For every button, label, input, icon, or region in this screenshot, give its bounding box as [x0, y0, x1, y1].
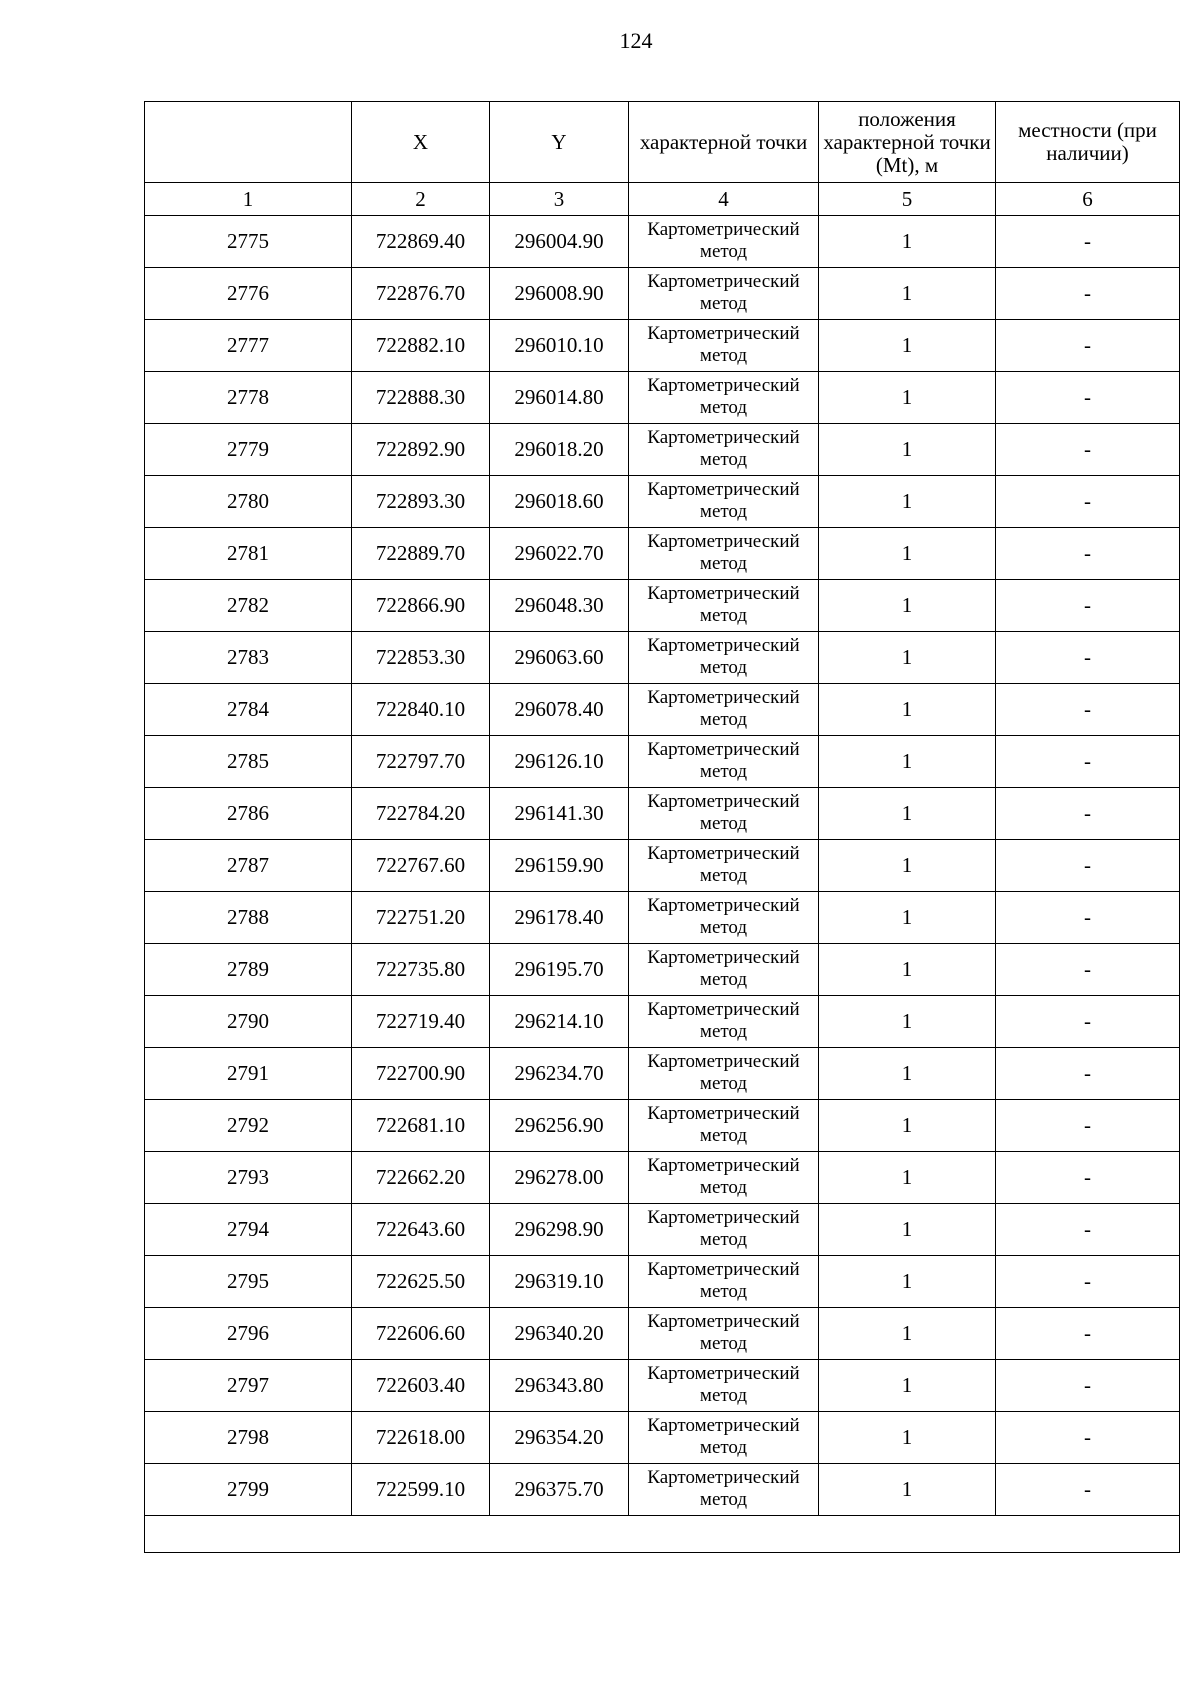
y-coordinate-cell: 296014.80: [490, 372, 629, 424]
column-number: 5: [819, 183, 996, 216]
description-cell: -: [996, 1412, 1180, 1464]
description-cell: -: [996, 580, 1180, 632]
y-coordinate-cell: 296343.80: [490, 1360, 629, 1412]
method-cell: Картометрический метод: [629, 268, 819, 320]
point-number-cell: 2775: [145, 216, 352, 268]
accuracy-cell: 1: [819, 1308, 996, 1360]
x-coordinate-cell: 722599.10: [352, 1464, 490, 1516]
point-number-cell: 2796: [145, 1308, 352, 1360]
description-cell: -: [996, 1048, 1180, 1100]
point-number-cell: 2787: [145, 840, 352, 892]
description-cell: -: [996, 372, 1180, 424]
x-coordinate-cell: 722866.90: [352, 580, 490, 632]
accuracy-cell: 1: [819, 1152, 996, 1204]
y-coordinate-cell: 296010.10: [490, 320, 629, 372]
header-method: характерной точки: [629, 102, 819, 183]
method-cell: Картометрический метод: [629, 1048, 819, 1100]
accuracy-cell: 1: [819, 528, 996, 580]
point-number-cell: 2799: [145, 1464, 352, 1516]
x-coordinate-cell: 722784.20: [352, 788, 490, 840]
point-number-cell: 2793: [145, 1152, 352, 1204]
x-coordinate-cell: 722853.30: [352, 632, 490, 684]
method-cell: Картометрический метод: [629, 944, 819, 996]
y-coordinate-cell: 296375.70: [490, 1464, 629, 1516]
method-cell: Картометрический метод: [629, 216, 819, 268]
y-coordinate-cell: 296195.70: [490, 944, 629, 996]
x-coordinate-cell: 722893.30: [352, 476, 490, 528]
method-cell: Картометрический метод: [629, 788, 819, 840]
point-number-cell: 2782: [145, 580, 352, 632]
x-coordinate-cell: 722662.20: [352, 1152, 490, 1204]
table-row: [145, 1048, 1180, 1100]
table-row: [145, 268, 1180, 320]
point-number-cell: 2781: [145, 528, 352, 580]
table-row: [145, 1204, 1180, 1256]
method-cell: Картометрический метод: [629, 892, 819, 944]
page-number: 124: [619, 28, 653, 53]
method-cell: Картометрический метод: [629, 1360, 819, 1412]
description-cell: -: [996, 684, 1180, 736]
x-coordinate-cell: 722618.00: [352, 1412, 490, 1464]
column-number-row: [145, 183, 1180, 216]
x-coordinate-cell: 722767.60: [352, 840, 490, 892]
description-cell: -: [996, 632, 1180, 684]
y-coordinate-cell: 296354.20: [490, 1412, 629, 1464]
y-coordinate-cell: 296126.10: [490, 736, 629, 788]
accuracy-cell: 1: [819, 476, 996, 528]
x-coordinate-cell: 722606.60: [352, 1308, 490, 1360]
accuracy-cell: 1: [819, 892, 996, 944]
method-cell: Картометрический метод: [629, 580, 819, 632]
x-coordinate-cell: 722751.20: [352, 892, 490, 944]
accuracy-cell: 1: [819, 632, 996, 684]
table-row: [145, 892, 1180, 944]
table-header-row: [145, 102, 1180, 183]
x-coordinate-cell: 722797.70: [352, 736, 490, 788]
table-row: [145, 216, 1180, 268]
accuracy-cell: 1: [819, 216, 996, 268]
accuracy-cell: 1: [819, 268, 996, 320]
point-number-cell: 2788: [145, 892, 352, 944]
table-row: [145, 840, 1180, 892]
header-point-number: [145, 102, 352, 183]
point-number-cell: 2784: [145, 684, 352, 736]
description-cell: -: [996, 892, 1180, 944]
point-number-cell: 2797: [145, 1360, 352, 1412]
method-cell: Картометрический метод: [629, 372, 819, 424]
x-coordinate-cell: 722719.40: [352, 996, 490, 1048]
accuracy-cell: 1: [819, 1204, 996, 1256]
table-row: [145, 1464, 1180, 1516]
y-coordinate-cell: 296063.60: [490, 632, 629, 684]
accuracy-cell: 1: [819, 424, 996, 476]
accuracy-cell: 1: [819, 372, 996, 424]
x-coordinate-cell: 722700.90: [352, 1048, 490, 1100]
description-cell: -: [996, 528, 1180, 580]
table-row: [145, 1360, 1180, 1412]
header-accuracy: положения характерной точки (Mt), м: [819, 102, 996, 183]
point-number-cell: 2798: [145, 1412, 352, 1464]
method-cell: Картометрический метод: [629, 1152, 819, 1204]
table-row: [145, 424, 1180, 476]
y-coordinate-cell: 296008.90: [490, 268, 629, 320]
x-coordinate-cell: 722643.60: [352, 1204, 490, 1256]
method-cell: Картометрический метод: [629, 632, 819, 684]
x-coordinate-cell: 722735.80: [352, 944, 490, 996]
y-coordinate-cell: 296004.90: [490, 216, 629, 268]
point-number-cell: 2778: [145, 372, 352, 424]
method-cell: Картометрический метод: [629, 476, 819, 528]
table-row: [145, 996, 1180, 1048]
column-number: 6: [996, 183, 1180, 216]
description-cell: -: [996, 216, 1180, 268]
table-footer-cell: [145, 1516, 1180, 1553]
x-coordinate-cell: 722892.90: [352, 424, 490, 476]
x-coordinate-cell: 722603.40: [352, 1360, 490, 1412]
table-footer-row: [145, 1516, 1180, 1553]
table-row: [145, 1100, 1180, 1152]
point-number-cell: 2791: [145, 1048, 352, 1100]
point-number-cell: 2790: [145, 996, 352, 1048]
table-row: [145, 736, 1180, 788]
description-cell: -: [996, 1464, 1180, 1516]
x-coordinate-cell: 722889.70: [352, 528, 490, 580]
description-cell: -: [996, 476, 1180, 528]
table-row: [145, 1412, 1180, 1464]
method-cell: Картометрический метод: [629, 1464, 819, 1516]
table-row: [145, 528, 1180, 580]
table-row: [145, 1152, 1180, 1204]
accuracy-cell: 1: [819, 1464, 996, 1516]
y-coordinate-cell: 296214.10: [490, 996, 629, 1048]
x-coordinate-cell: 722869.40: [352, 216, 490, 268]
y-coordinate-cell: 296078.40: [490, 684, 629, 736]
column-number: 4: [629, 183, 819, 216]
point-number-cell: 2780: [145, 476, 352, 528]
x-coordinate-cell: 722840.10: [352, 684, 490, 736]
point-number-cell: 2795: [145, 1256, 352, 1308]
table-row: [145, 944, 1180, 996]
description-cell: -: [996, 788, 1180, 840]
y-coordinate-cell: 296340.20: [490, 1308, 629, 1360]
accuracy-cell: 1: [819, 684, 996, 736]
description-cell: -: [996, 424, 1180, 476]
table-row: [145, 476, 1180, 528]
description-cell: -: [996, 1100, 1180, 1152]
table-row: [145, 580, 1180, 632]
accuracy-cell: 1: [819, 580, 996, 632]
table-row: [145, 632, 1180, 684]
point-number-cell: 2792: [145, 1100, 352, 1152]
description-cell: -: [996, 268, 1180, 320]
description-cell: -: [996, 1204, 1180, 1256]
column-number: 3: [490, 183, 629, 216]
y-coordinate-cell: 296178.40: [490, 892, 629, 944]
description-cell: -: [996, 1152, 1180, 1204]
description-cell: -: [996, 996, 1180, 1048]
method-cell: Картометрический метод: [629, 1100, 819, 1152]
accuracy-cell: 1: [819, 1256, 996, 1308]
method-cell: Картометрический метод: [629, 1256, 819, 1308]
y-coordinate-cell: 296022.70: [490, 528, 629, 580]
point-number-cell: 2785: [145, 736, 352, 788]
accuracy-cell: 1: [819, 1100, 996, 1152]
accuracy-cell: 1: [819, 1048, 996, 1100]
table-row: [145, 1308, 1180, 1360]
accuracy-cell: 1: [819, 736, 996, 788]
point-number-cell: 2783: [145, 632, 352, 684]
method-cell: Картометрический метод: [629, 684, 819, 736]
point-number-cell: 2776: [145, 268, 352, 320]
accuracy-cell: 1: [819, 944, 996, 996]
y-coordinate-cell: 296018.60: [490, 476, 629, 528]
column-number: 2: [352, 183, 490, 216]
y-coordinate-cell: 296256.90: [490, 1100, 629, 1152]
y-coordinate-cell: 296234.70: [490, 1048, 629, 1100]
header-y: Y: [490, 102, 629, 183]
x-coordinate-cell: 722882.10: [352, 320, 490, 372]
accuracy-cell: 1: [819, 1412, 996, 1464]
accuracy-cell: 1: [819, 320, 996, 372]
accuracy-cell: 1: [819, 840, 996, 892]
table-row: [145, 1256, 1180, 1308]
y-coordinate-cell: 296159.90: [490, 840, 629, 892]
table-row: [145, 788, 1180, 840]
method-cell: Картометрический метод: [629, 736, 819, 788]
table-row: [145, 684, 1180, 736]
point-number-cell: 2789: [145, 944, 352, 996]
x-coordinate-cell: 722625.50: [352, 1256, 490, 1308]
description-cell: -: [996, 736, 1180, 788]
header-x: X: [352, 102, 490, 183]
description-cell: -: [996, 944, 1180, 996]
table-row: [145, 372, 1180, 424]
description-cell: -: [996, 1360, 1180, 1412]
method-cell: Картометрический метод: [629, 424, 819, 476]
accuracy-cell: 1: [819, 1360, 996, 1412]
y-coordinate-cell: 296141.30: [490, 788, 629, 840]
table-body: [145, 216, 1180, 1516]
description-cell: -: [996, 1256, 1180, 1308]
x-coordinate-cell: 722876.70: [352, 268, 490, 320]
method-cell: Картометрический метод: [629, 1204, 819, 1256]
point-number-cell: 2786: [145, 788, 352, 840]
y-coordinate-cell: 296319.10: [490, 1256, 629, 1308]
coordinates-table: [144, 101, 1180, 1553]
accuracy-cell: 1: [819, 788, 996, 840]
y-coordinate-cell: 296048.30: [490, 580, 629, 632]
method-cell: Картометрический метод: [629, 528, 819, 580]
table-row: [145, 320, 1180, 372]
y-coordinate-cell: 296018.20: [490, 424, 629, 476]
y-coordinate-cell: 296298.90: [490, 1204, 629, 1256]
accuracy-cell: 1: [819, 996, 996, 1048]
point-number-cell: 2777: [145, 320, 352, 372]
point-number-cell: 2794: [145, 1204, 352, 1256]
point-number-cell: 2779: [145, 424, 352, 476]
description-cell: -: [996, 840, 1180, 892]
description-cell: -: [996, 320, 1180, 372]
method-cell: Картометрический метод: [629, 996, 819, 1048]
header-description: местности (при наличии): [996, 102, 1180, 183]
column-number: 1: [145, 183, 352, 216]
method-cell: Картометрический метод: [629, 1412, 819, 1464]
x-coordinate-cell: 722888.30: [352, 372, 490, 424]
y-coordinate-cell: 296278.00: [490, 1152, 629, 1204]
description-cell: -: [996, 1308, 1180, 1360]
method-cell: Картометрический метод: [629, 1308, 819, 1360]
method-cell: Картометрический метод: [629, 840, 819, 892]
method-cell: Картометрический метод: [629, 320, 819, 372]
x-coordinate-cell: 722681.10: [352, 1100, 490, 1152]
